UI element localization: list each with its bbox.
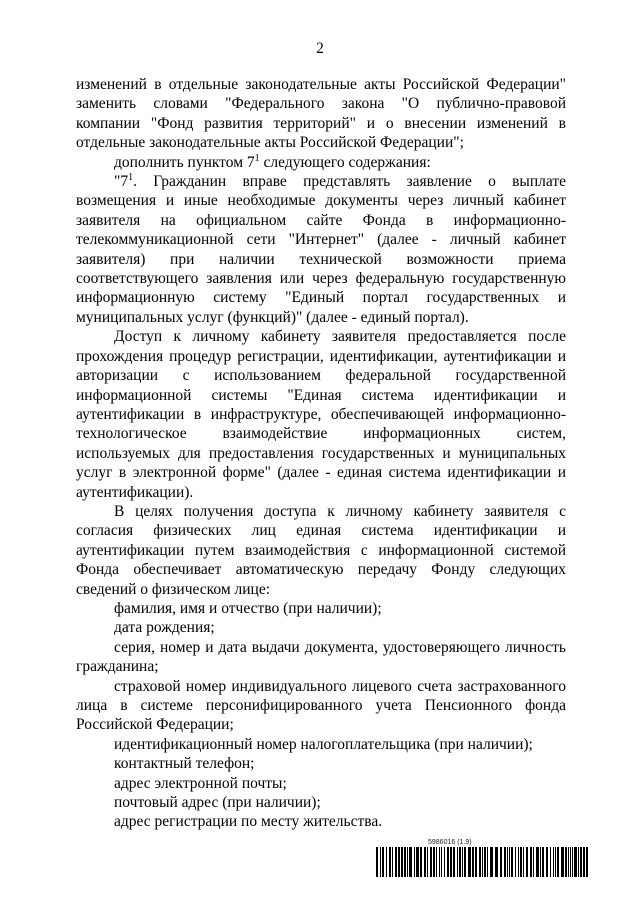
paragraph-amendment-continuation: изменений в отдельные законодательные акты Российской Федерации" заменить словами "Федерального закона "О публично-правовой компании "Фонд развития территорий" и о внесении изменений в отдельные законодательные акты Российской Федерации"; [76,76,566,152]
paragraph-access: Доступ к личному кабинету заявителя предоставляется после прохождения процедур регистрации, идентификации, аутентификации и авторизации с использованием федеральной государственной информационной системы "Единая система идентификации и аутентификации в инфраструктуре, обеспечивающей информационно-технологическое взаимодействие информационных систем, используемых для предоставления государственных и муниципальных услуг в электронной форме" (далее - единая система идентификации и аутентификации). [76,328,566,501]
add-item-text-end: следующего содержания: [259,153,431,171]
item-number: "7 [114,173,129,191]
list-item-phone: контактный телефон; [114,755,255,773]
list-item-postal-address: почтовый адрес (при наличии); [114,794,321,812]
document-body [76,75,566,832]
list-item-full-name: фамилия, имя и отчество (при наличии); [114,599,382,617]
barcode-icon [376,847,590,877]
list-item-email: адрес электронной почты; [114,774,287,792]
page-number: 2 [316,40,324,57]
list-item-inn: идентификационный номер налогоплательщика (при наличии); [114,735,533,753]
list-item-birth-date: дата рождения; [114,619,215,637]
superscript: 1 [128,171,134,183]
paragraph-item-7-1 [76,172,566,327]
paragraph-add-item [76,153,566,172]
add-item-text: дополнить пунктом 7 [114,153,255,171]
list-item-snils: страховой номер индивидуального лицевого счета застрахованного лица в системе персонифицированного учета Пенсионного фонда Российской Федерации; [76,677,566,734]
list-item-id-document: серия, номер и дата выдачи документа, удостоверяющего личность гражданина; [76,638,566,676]
barcode-caption: 5986016 (1.9) [428,839,472,846]
superscript: 1 [254,152,260,164]
item-text: . Гражданин вправе представлять заявление о выплате возмещения и иные необходимые документы через личный кабинет заявителя на официальном сайте Фонда в информационно-телекоммуникационной сети "Интернет" (далее - личный кабинет заявителя) при наличии технической возможности приема соответствующего заявления или через федеральную государственную информационную систему "Единый портал государственных и муниципальных услуг (функций)" (далее - единый портал). [76,173,566,326]
list-item-registration-address: адрес регистрации по месту жительства. [114,813,383,831]
paragraph-data-transfer: В целях получения доступа к личному кабинету заявителя с согласия физических лиц единая система идентификации и аутентификации путем взаимодействия с информационной системой Фонда обеспечивает автоматическую передачу Фонду следующих сведений о физическом лице: [76,502,566,598]
